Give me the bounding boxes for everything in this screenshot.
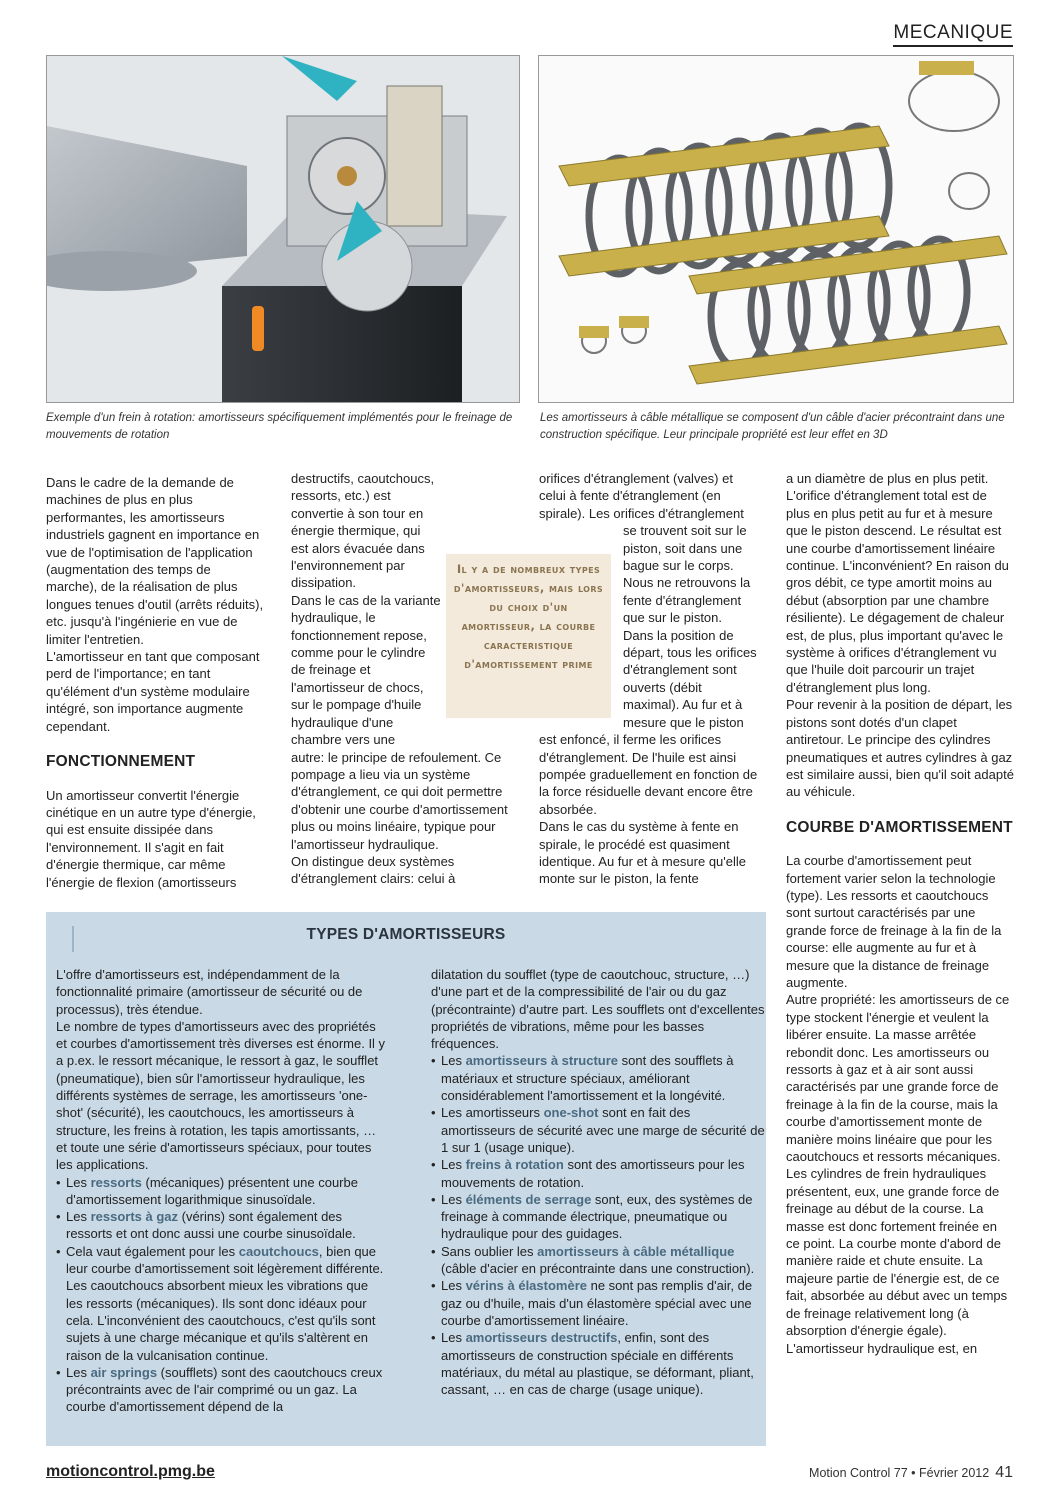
wire-rope-isolators-photo xyxy=(538,55,1014,403)
list-item: • Les ressorts (mécaniques) présentent une courbe d'amortissement logarithmique sinusoïdale. xyxy=(56,1174,386,1209)
list-item: • Les freins à rotation sont des amortisseurs pour les mouvements de rotation. xyxy=(431,1156,766,1191)
paragraph: Dans le cas de la variante hydraulique, le fonctionnement repose, comme pour le cylindre de freinage et l'amortisseur de chocs, sur le pompage d'huile hydraulique d'une chambre vers une xyxy=(291,592,441,748)
paragraph: autre: le principe de refoulement. Ce pompage a lieu via un système d'étranglement, ce qui doit permettre d'obtenir une courbe d'amortissement plus ou moins linéaire, typique pour l'amortisseur hydraulique. xyxy=(291,749,508,852)
paragraph: Un amortisseur convertit l'énergie cinétique en un autre type d'énergie, qui est ensuite dissipée dans l'environnement. Il s'agit en fait d'énergie thermique, car même l'énergie de flexion (amortisseurs xyxy=(46,787,256,890)
box-column-2 xyxy=(431,966,766,1398)
paragraph: L'amortisseur hydraulique est, en xyxy=(786,1340,978,1356)
section-title: MECANIQUE xyxy=(893,22,1013,47)
list-item: • Les ressorts à gaz (vérins) sont également des ressorts et ont donc aussi une courbe sinusoïdale. xyxy=(56,1208,386,1243)
paragraph: a un diamètre de plus en plus petit. L'orifice d'étranglement total est de plus en plus petit au fur et à mesure que le piston descend. Le résultat est une courbe d'amortissement linéaire continue. L'inconvénient? En raison du gros débit, ce type amortit moins au début (absorption par une chambre résiliente). Le dégagement de chaleur est, de plus, plus important qu'avec le système à orifices d'étranglement vu que l'huile doit parcourir un trajet d'étranglement plus long. xyxy=(786,471,1009,695)
sidebar-box-types xyxy=(46,912,766,1446)
paragraph: dilatation du soufflet (type de caoutchouc, structure, …) d'une part et de la compressibilité de l'air ou du gaz (précontrainte) d'autre part. Les soufflets ont d'excellentes propriétés de vibrations, même pour les basses fréquences. xyxy=(431,967,765,1052)
box-column-1 xyxy=(56,966,386,1416)
paragraph: La courbe d'amortissement peut fortement varier selon la technologie (type). Les ressorts et caoutchoucs sont surtout caractérisés par une grande force de freinage à la fin de la course: elle augmente au fur et à mesure que la distance de freinage augmente. xyxy=(786,853,1002,990)
paragraph: Dans la position de départ, tous les orifices d'étranglement sont ouverts (débit maximal). Au fur et à mesure que le piston xyxy=(623,627,757,730)
paragraph: Le nombre de types d'amortisseurs avec des propriétés et courbes d'amortissement très diverses est énorme. Il y a p.ex. le ressort mécanique, le ressort à gaz, le soufflet (pneumatique), bien sûr l'amortisseur hydraulique, les différents systèmes de serrage, les amortisseurs 'one-shot' (sécurité), les caoutchoucs, les amortisseurs à structure, les freins à rotation, les tapis amortissants, … et toute une série d'amortisseurs spéciaux, pour toutes les applications. xyxy=(56,1018,386,1173)
paragraph: orifices d'étranglement (valves) et celui à fente d'étranglement (en spirale). Les orifices d'étranglement xyxy=(539,471,744,521)
paragraph: Pour revenir à la position de départ, les pistons sont dotés d'un clapet antiretour. Le principe des cylindres pneumatiques et autres cylindres à gaz est similaire aussi, bien qu'il soit adapté au véhicule. xyxy=(786,697,1014,800)
paragraph: Les cylindres de frein hydrauliques présentent, eux, une grande force de freinage au début de la course. La masse est donc fortement freinée en ce point. La courbe monte d'abord de manière raide et chute ensuite. La majeure partie de l'énergie est, de ce fait, absorbée au début avec un temps de freinage relativement long (à absorption d'énergie égale). xyxy=(786,1166,1008,1339)
left-photo-caption: Exemple d'un frein à rotation: amortisseurs spécifiquement implémentés pour le freinage de mouvements de rotation xyxy=(46,412,513,441)
rotary-brake-photo xyxy=(46,55,520,403)
paragraph: Dans le cas du système à fente en spirale, le procédé est quasiment identique. Au fur et à mesure qu'elle monte sur le piston, la fente xyxy=(539,819,747,887)
list-item: • Les amortisseurs one-shot sont en fait des amortisseurs de sécurité avec une marge de sécurité de 1 sur 1 (usage unique). xyxy=(431,1104,766,1156)
page-number: 41 xyxy=(995,1464,1013,1481)
article-column-1 xyxy=(46,474,264,891)
list-item: • Les amortisseurs à structure sont des soufflets à matériaux et structure spéciaux, améliorant considérablement l'amortissement et la longévité. xyxy=(431,1052,766,1104)
paragraph: L'offre d'amortisseurs est, indépendamment de la fonctionnalité primaire (amortisseur de sécurité ou de processus), très étendue. xyxy=(56,967,363,1017)
list-item: • Sans oublier les amortisseurs à câble métallique (câble d'acier en précontrainte dans une construction). xyxy=(431,1243,766,1278)
right-photo-caption: Les amortisseurs à câble métallique se composent d'un câble d'acier précontraint dans une construction spécifique. Leur principale propriété est leur effet en 3D xyxy=(540,412,1005,441)
website-link[interactable]: motioncontrol.pmg.be xyxy=(46,1463,215,1480)
paragraph: On distingue deux systèmes d'étranglement clairs: celui à xyxy=(291,853,456,887)
section-heading-courbe: COURBE D'AMORTISSEMENT xyxy=(786,818,1013,836)
paragraph: destructifs, caoutchoucs, ressorts, etc.) est convertie à son tour en énergie thermique, qui est alors évacuée dans l'environnement par dissipation. xyxy=(291,471,435,591)
section-heading-fonctionnement: FONCTIONNEMENT xyxy=(46,753,196,771)
list-item: • Les amortisseurs destructifs, enfin, sont des amortisseurs de construction spéciale en différents matériaux, du métal au plastique, se déformant, pliant, cassant, … en cas de charge (usage unique). xyxy=(431,1329,766,1398)
paragraph: se trouvent soit sur le piston, soit dans une bague sur le corps. Nous ne retrouvons la fente d'étranglement que sur le piston. xyxy=(623,523,751,626)
list-item: • Les air springs (soufflets) sont des caoutchoucs creux précontraints avec de l'air comprimé ou un gaz. La courbe d'amortissement dépend de la xyxy=(56,1364,386,1416)
issue-label: Motion Control 77 • Février 2012 xyxy=(809,1466,990,1480)
paragraph: L'amortisseur en tant que composant perd de l'importance; en tant qu'élément d'un système modulaire intégré, son importance augmente cependant. xyxy=(46,649,260,734)
pull-quote: Il y a de nombreux types d'amortisseurs, mais lors du choix d'un amortisseur, la courbe caracteristique d'amortissement prime xyxy=(446,554,611,718)
article-column-4 xyxy=(786,470,1014,1357)
list-item: • Les éléments de serrage sont, eux, des systèmes de freinage à commande électrique, pneumatique ou hydraulique pour des guidages. xyxy=(431,1191,766,1243)
footer-issue xyxy=(809,1464,1013,1482)
paragraph: Autre propriété: les amortisseurs de ce type stockent l'énergie et veulent la libérer ensuite. La masse arrêtée rebondit donc. Les amortisseurs ou ressorts à gaz et à air sont aussi caractérisés par une grande force de freinage à la fin de la course, mais la courbe d'amortissement monte de manière moins linéaire que pour les caoutchoucs et ressorts mécaniques. xyxy=(786,992,1010,1165)
paragraph: est enfoncé, il ferme les orifices d'étranglement. De l'huile est ainsi pompée graduellement en fonction de la force résiduelle devant encore être absorbée. xyxy=(539,732,758,817)
box-title: TYPES D'AMORTISSEURS xyxy=(306,926,506,943)
list-item: • Cela vaut également pour les caoutchoucs, bien que leur courbe d'amortissement soit légèrement différente. Les caoutchoucs absorbent mieux les vibrations que les ressorts (mécaniques). Ils sont donc idéaux pour cela. L'inconvénient des caoutchoucs, c'est qu'ils sont sujets à une charge mécanique et qu'ils s'altèrent en raison de la vulcanisation continue. xyxy=(56,1243,386,1364)
paragraph: Dans le cadre de la demande de machines de plus en plus performantes, les amortisseurs industriels gagnent en importance en vue de l'optimisation de l'application (augmentation des temps de marche), de la réalisation de plus longues tenues d'outil (arrêts réduits), etc. jusqu'à l'ingénierie en vue de limiter l'entretien. xyxy=(46,475,264,647)
list-item: • Les vérins à élastomère ne sont pas remplis d'air, de gaz ou d'huile, mais d'un élastomère spécial avec une courbe d'amortissement linéaire. xyxy=(431,1277,766,1329)
